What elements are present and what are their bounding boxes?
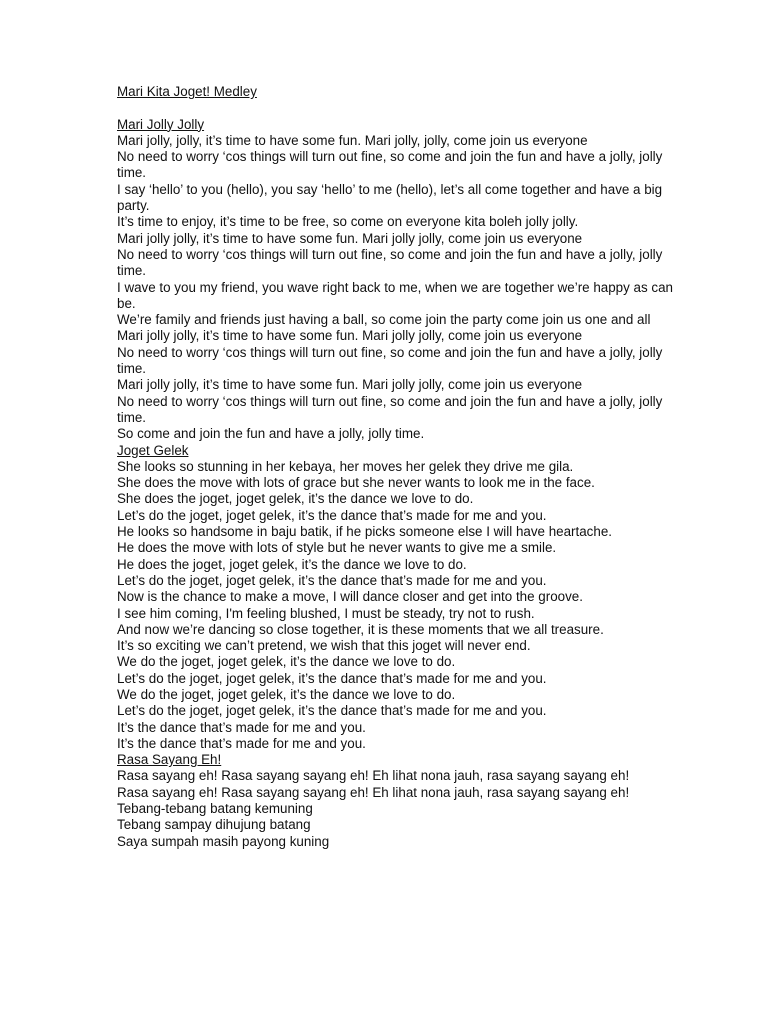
section-heading: Joget Gelek bbox=[117, 442, 189, 458]
lyric-line: She does the joget, joget gelek, it’s the dance we love to do. bbox=[117, 491, 474, 507]
lyric-line: No need to worry ‘cos things will turn out fine, so come and join the fun and have a jolly, jolly time. bbox=[117, 149, 663, 181]
lyric-line: Mari jolly, jolly, it’s time to have some fun. Mari jolly, jolly, come join us everyone bbox=[117, 132, 588, 148]
lyric-line: It’s the dance that’s made for me and you. bbox=[117, 735, 366, 751]
lyric-line: We do the joget, joget gelek, it’s the dance we love to do. bbox=[117, 686, 456, 702]
lyric-line: He looks so handsome in baju batik, if he picks someone else I will have heartache. bbox=[117, 524, 612, 540]
lyric-line: Let’s do the joget, joget gelek, it’s the dance that’s made for me and you. bbox=[117, 703, 547, 719]
lyric-line: Tebang sampay dihujung batang bbox=[117, 817, 311, 833]
lyric-line: We do the joget, joget gelek, it’s the dance we love to do. bbox=[117, 654, 456, 670]
lyric-line: Let’s do the joget, joget gelek, it’s the dance that’s made for me and you. bbox=[117, 572, 547, 588]
lyric-line: Let’s do the joget, joget gelek, it’s the dance that’s made for me and you. bbox=[117, 507, 547, 523]
lyric-line: Saya sumpah masih payong kuning bbox=[117, 833, 330, 849]
lyric-line: Mari jolly jolly, it’s time to have some fun. Mari jolly jolly, come join us everyone bbox=[117, 377, 583, 393]
lyric-line: It’s the dance that’s made for me and you. bbox=[117, 719, 366, 735]
lyric-line: Mari jolly jolly, it’s time to have some fun. Mari jolly jolly, come join us everyone bbox=[117, 230, 583, 246]
section-rasa-sayang-eh bbox=[117, 752, 677, 850]
lyric-line: No need to worry ‘cos things will turn out fine, so come and join the fun and have a jolly, jolly time. bbox=[117, 393, 663, 425]
lyric-line: He does the move with lots of style but he never wants to give me a smile. bbox=[117, 540, 557, 556]
lyric-line: It’s time to enjoy, it’s time to be free, so come on everyone kita boleh jolly jolly. bbox=[117, 214, 579, 230]
section-mari-jolly-jolly bbox=[117, 117, 677, 443]
section-joget-gelek bbox=[117, 443, 677, 753]
lyric-line: It’s so exciting we can’t pretend, we wish that this joget will never end. bbox=[117, 638, 531, 654]
lyric-line: No need to worry ‘cos things will turn out fine, so come and join the fun and have a jolly, jolly time. bbox=[117, 344, 663, 377]
section-heading: Mari Jolly Jolly bbox=[117, 116, 205, 132]
lyric-line: Tebang-tebang batang kemuning bbox=[117, 801, 313, 817]
lyric-line: Rasa sayang eh! Rasa sayang sayang eh! Eh lihat nona jauh, rasa sayang sayang eh! bbox=[117, 768, 630, 784]
lyric-line: Rasa sayang eh! Rasa sayang sayang eh! Eh lihat nona jauh, rasa sayang sayang eh! bbox=[117, 784, 630, 800]
lyric-line: I say ‘hello’ to you (hello), you say ‘hello’ to me (hello), let’s all come together and have a big party. bbox=[117, 181, 663, 214]
lyric-line: I see him coming, I'm feeling blushed, I must be steady, try not to rush. bbox=[117, 605, 535, 621]
lyric-line: We’re family and friends just having a ball, so come join the party come join us one and all bbox=[117, 312, 651, 328]
lyric-line: So come and join the fun and have a jolly, jolly time. bbox=[117, 426, 425, 442]
lyric-line: Mari jolly jolly, it’s time to have some fun. Mari jolly jolly, come join us everyone bbox=[117, 328, 583, 344]
lyric-line: Let’s do the joget, joget gelek, it’s the dance that’s made for me and you. bbox=[117, 670, 547, 686]
lyric-line: She does the move with lots of grace but she never wants to look me in the face. bbox=[117, 475, 595, 491]
lyric-line: She looks so stunning in her kebaya, her moves her gelek they drive me gila. bbox=[117, 458, 574, 474]
lyric-line: And now we’re dancing so close together, it is these moments that we all treasure. bbox=[117, 621, 604, 637]
lyric-line: Now is the chance to make a move, I will dance closer and get into the groove. bbox=[117, 589, 583, 605]
document-title: Mari Kita Joget! Medley bbox=[117, 84, 257, 99]
lyric-line: No need to worry ‘cos things will turn out fine, so come and join the fun and have a jolly, jolly time. bbox=[117, 246, 663, 279]
title-spacer bbox=[117, 100, 677, 116]
lyric-line: He does the joget, joget gelek, it’s the dance we love to do. bbox=[117, 556, 467, 572]
section-heading: Rasa Sayang Eh! bbox=[117, 752, 222, 768]
lyrics-body bbox=[117, 84, 677, 850]
lyric-line: I wave to you my friend, you wave right back to me, when we are together we’re happy as can be. bbox=[117, 279, 673, 311]
